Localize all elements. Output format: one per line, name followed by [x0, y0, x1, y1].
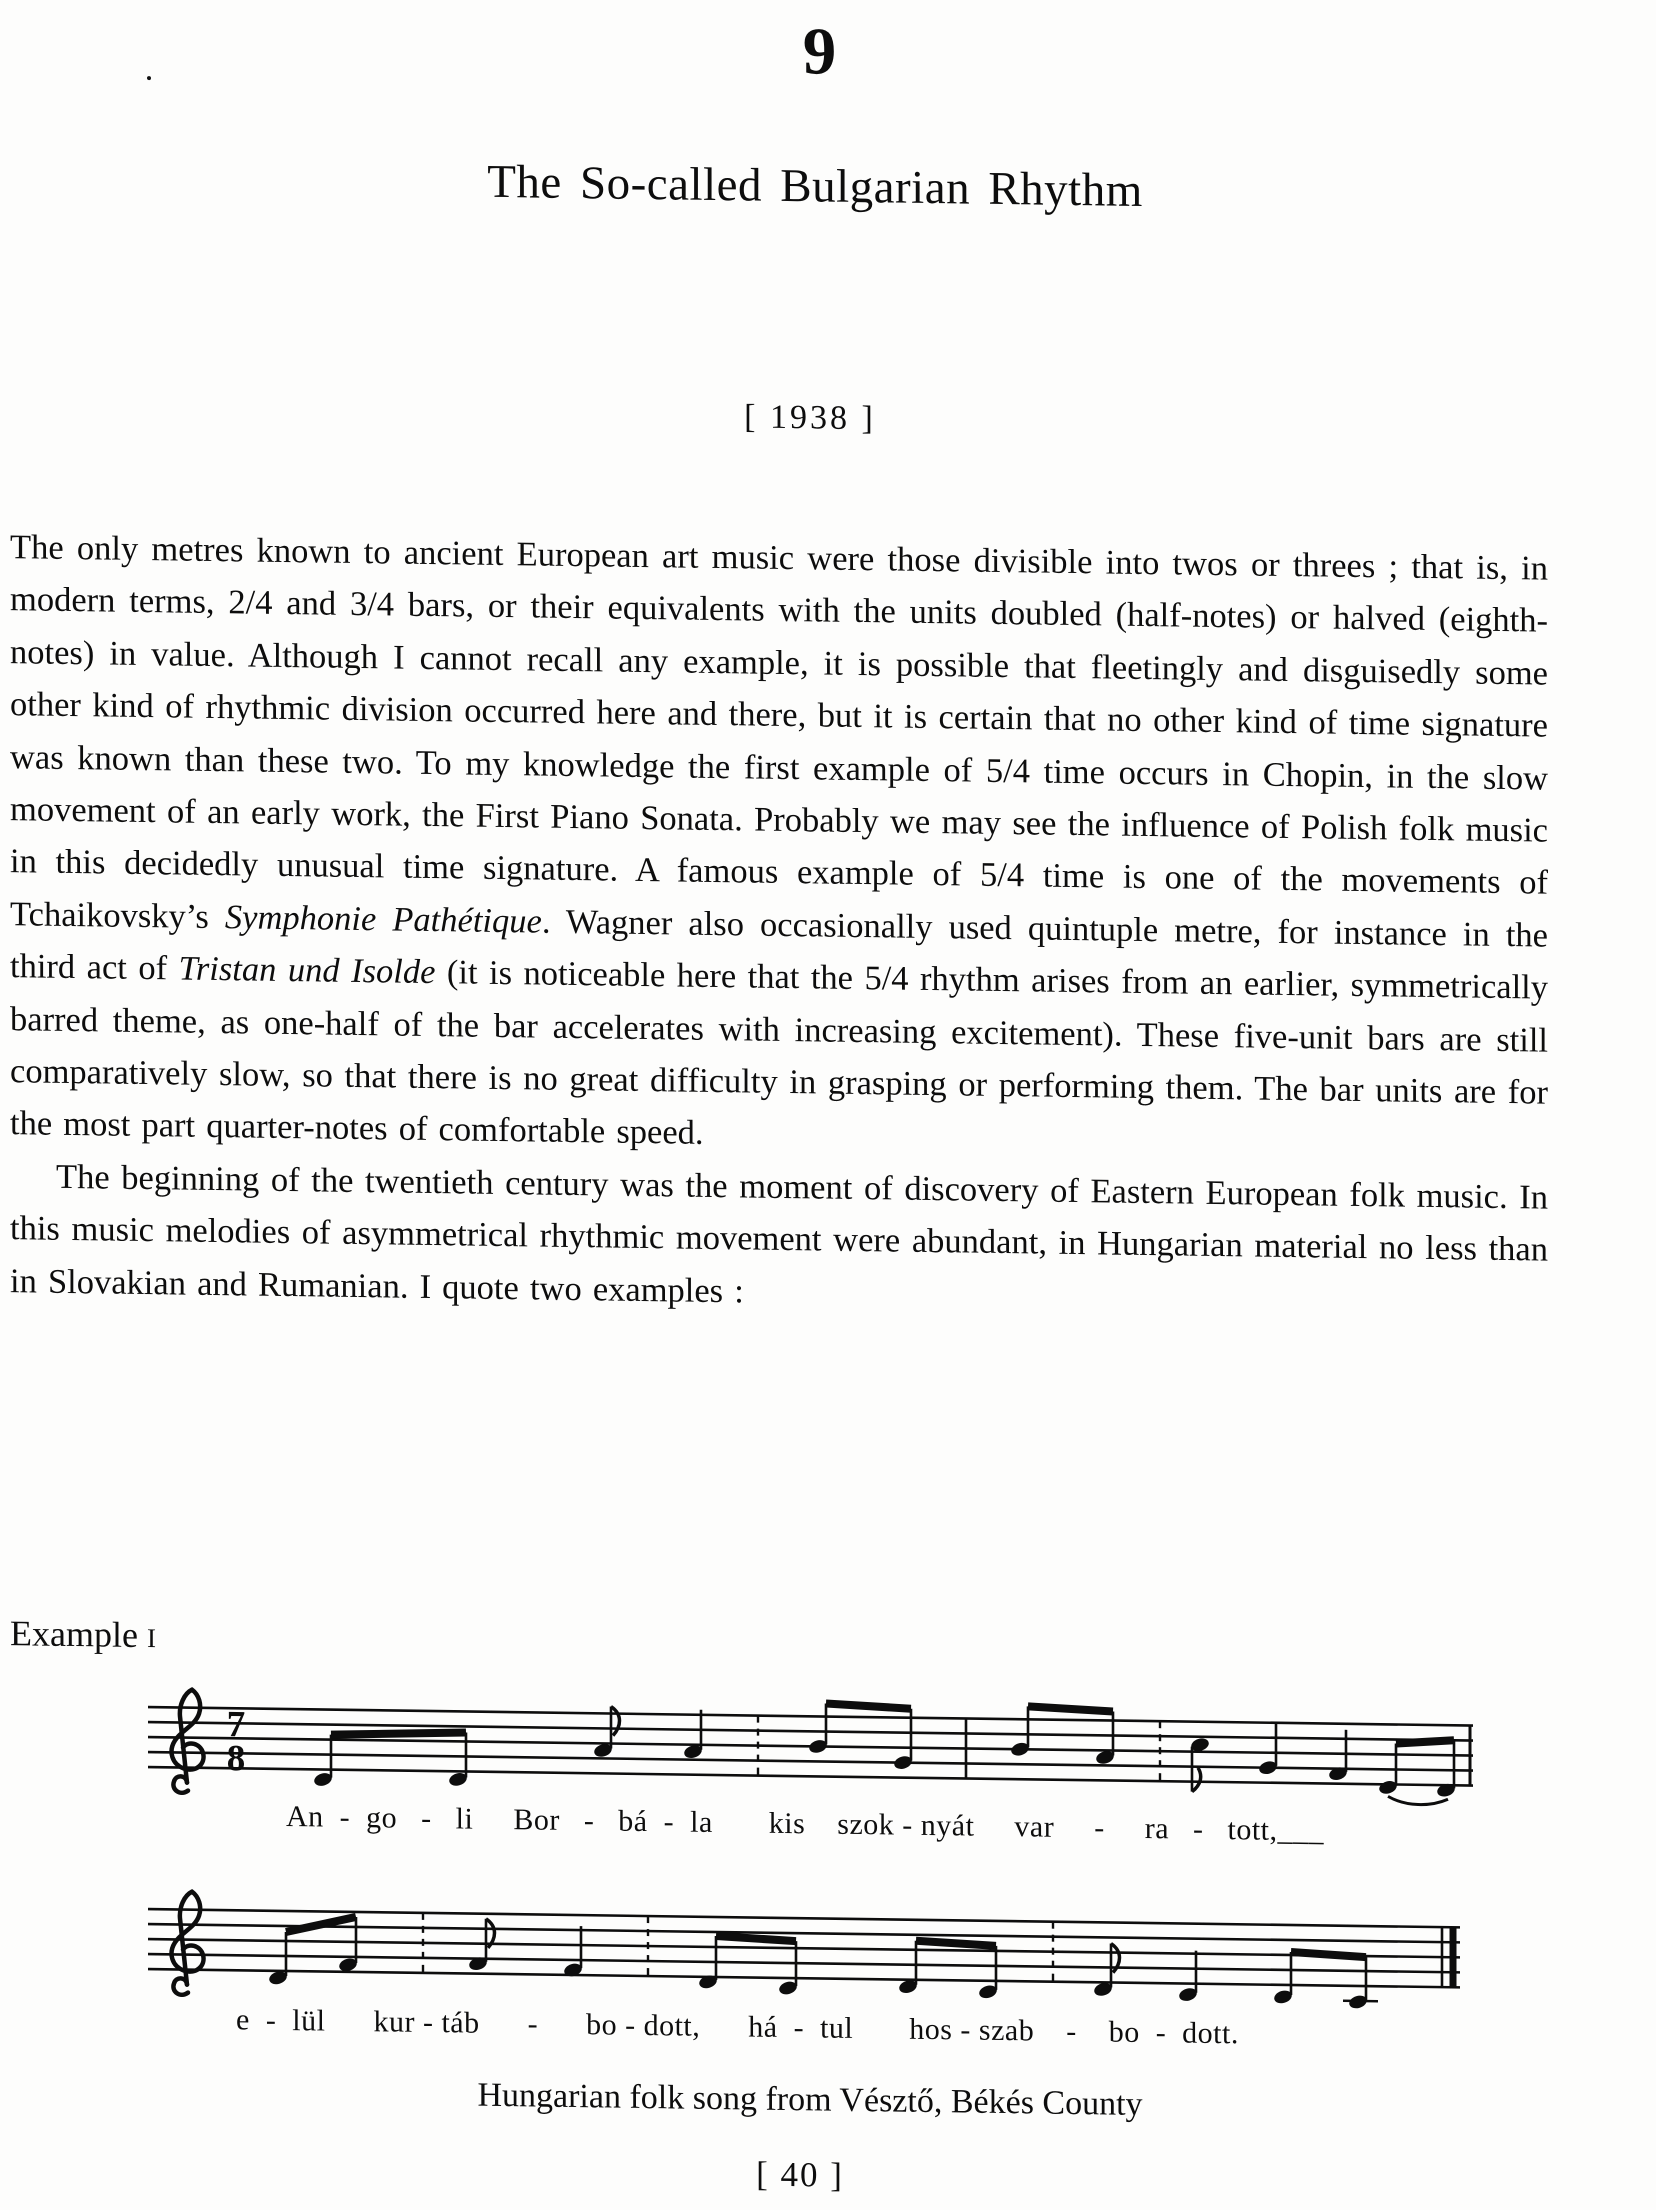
tie — [1388, 1796, 1448, 1805]
time-signature — [227, 1704, 245, 1779]
paragraph-1-segment: (it is noticeable here that the 5/4 rhythm arises from an earlier, symmetrically barred theme, as one-half of the bar accelerates with increasing excitement). These five-unit bars are still comparatively slow, so that there is no great difficulty in grasping or performing them. The bar units are for the most part quarter-notes of comfortable speed. — [10, 953, 1548, 1153]
lyrics-line-1: An - go - li Bor - bá - la kis szok - nyát var - ra - tott,___ — [286, 1799, 1324, 1848]
paragraph-1-segment: . Wagner also occasionally used quintuple metre, for instance in the third act of — [10, 902, 1548, 988]
example-numeral: I — [146, 1623, 157, 1654]
paragraph-1-segment: The only metres known to ancient European art music were those divisible into twos or threes ; that is, in modern terms, 2/4 and 3/4 bars, or their equivalents with the units doubled (half-notes) or halved (eighth-notes) in value. Although I cannot recall any example, it is possible that fleetingly and disguisedly some other kind of rhythmic division occurred here and there, but it is certain that no other kind of time signature was known than these two. To my knowledge the first example of 5/4 time occurs in Chopin, in the slow movement of an early work, the First Piano Sonata. Probably we may see the influence of Polish folk music in this decidedly unusual time signature. A famous example of 5/4 time is one of the movements of Tchaikovsky’s — [10, 528, 1548, 936]
work-title-italic: Tristan und Isolde — [178, 949, 436, 992]
treble-clef-icon — [172, 1689, 204, 1793]
notes — [268, 1911, 1378, 2011]
page-title: The So-called Bulgarian Rhythm — [487, 155, 1143, 217]
paragraph-1 — [10, 521, 1548, 1171]
chapter-date: [ 1938 ] — [744, 398, 876, 438]
lyrics-line-2: e - lül kur - táb - bo - dott, há - tul hos - szab - bo - dott. — [236, 2003, 1239, 2051]
chapter-number: 9 — [802, 14, 838, 89]
example-word: Example — [10, 1613, 138, 1655]
page-number: [ 40 ] — [756, 2154, 844, 2195]
paragraph-2: The beginning of the twentieth century was the moment of discovery of Eastern European folk music. In this music melodies of asymmetrical rhythmic movement were abundant, in Hungarian material no less than in Slovakian and Rumanian. I quote two examples : — [10, 1157, 1548, 1311]
svg-text:7: 7 — [226, 1704, 246, 1746]
body-text — [10, 521, 1548, 1329]
example-label — [10, 1612, 157, 1656]
example-caption: Hungarian folk song from Vésztő, Békés County — [477, 2076, 1143, 2123]
treble-clef-icon — [172, 1891, 204, 1995]
svg-text:8: 8 — [226, 1738, 246, 1780]
work-title-italic: Symphonie Pathétique — [224, 897, 542, 941]
